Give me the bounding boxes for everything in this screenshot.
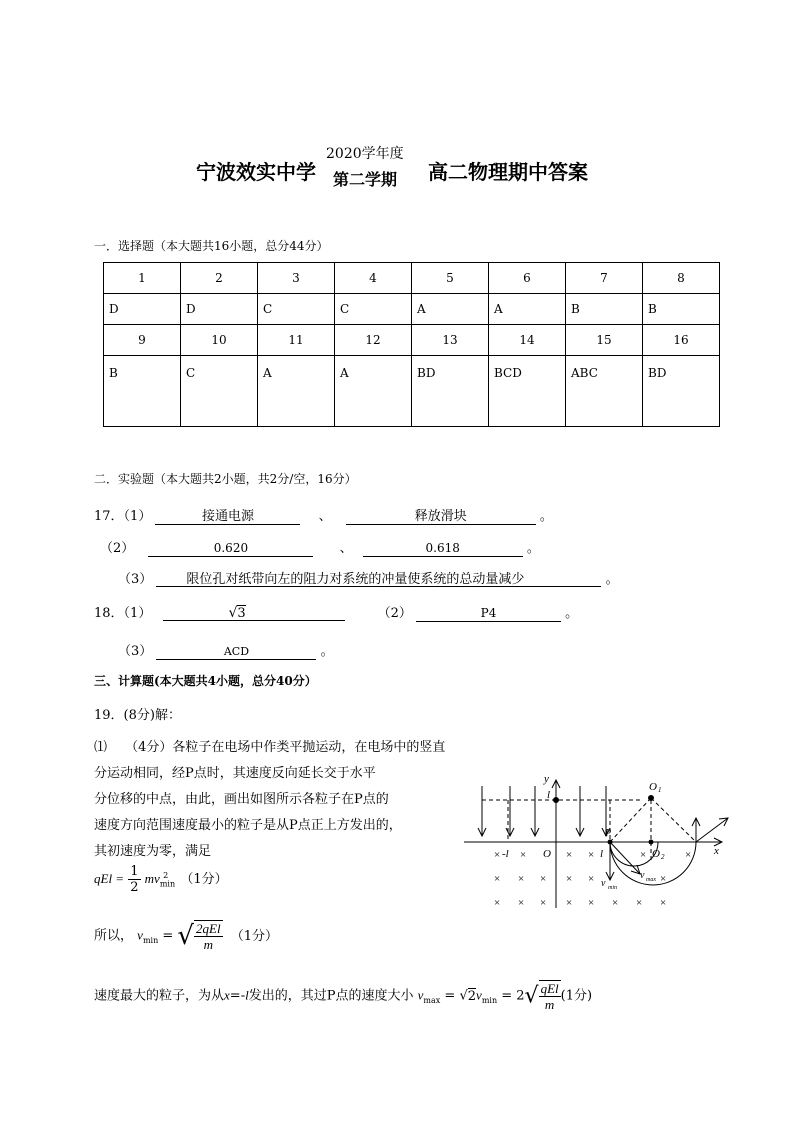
table-cell: B bbox=[643, 294, 720, 325]
q17-answer-1: 接通电源 bbox=[155, 509, 300, 525]
table-cell: 2 bbox=[181, 263, 258, 294]
q17-answer-2: 释放滑块 bbox=[346, 509, 536, 525]
q17-answer-3: 0.620 bbox=[148, 541, 313, 557]
table-cell: 10 bbox=[181, 325, 258, 356]
table-cell: B bbox=[566, 294, 643, 325]
q17-line1 bbox=[94, 505, 553, 525]
point-l bbox=[553, 797, 559, 803]
field-cross: × bbox=[588, 849, 595, 861]
period: 。 bbox=[320, 644, 334, 659]
equals: = 2 bbox=[501, 988, 525, 1004]
table-cell: BCD bbox=[489, 356, 566, 427]
table-cell: C bbox=[335, 294, 412, 325]
subscript: min bbox=[481, 996, 498, 1006]
table-cell: A bbox=[335, 356, 412, 427]
table-cell: 15 bbox=[566, 325, 643, 356]
eq-lhs: qEl = bbox=[94, 871, 125, 886]
neg-l-label: -l bbox=[502, 848, 509, 860]
title-school: 宁波效实中学 bbox=[196, 160, 316, 184]
equals: = bbox=[162, 928, 174, 944]
sqrt-sign: √ bbox=[177, 921, 194, 951]
eq-var: v bbox=[137, 927, 143, 943]
vmax-label: v bbox=[640, 870, 645, 881]
score: (1分) bbox=[560, 988, 593, 1004]
vmin-subscript: min bbox=[608, 885, 617, 891]
subscript: min bbox=[142, 936, 159, 946]
q19-heading: 19．(8分)解： bbox=[94, 708, 181, 723]
field-cross: × bbox=[588, 897, 595, 909]
table-row bbox=[104, 325, 720, 356]
title-term: 第二学期 bbox=[333, 170, 398, 189]
q17-label: 17．（1） bbox=[94, 509, 152, 524]
O2-subscript: 2 bbox=[661, 853, 665, 861]
table-cell: C bbox=[181, 356, 258, 427]
answer-table bbox=[103, 262, 720, 427]
sqrt-radicand: 3 bbox=[237, 606, 246, 621]
table-cell: D bbox=[181, 294, 258, 325]
table-cell: 4 bbox=[335, 263, 412, 294]
table-cell: 9 bbox=[104, 325, 181, 356]
sqrt-sign: √ bbox=[524, 983, 539, 1009]
table-cell: 12 bbox=[335, 325, 412, 356]
q18-answer-3: ACD bbox=[156, 644, 316, 660]
l-label: l bbox=[547, 789, 551, 801]
separator: 、 bbox=[339, 541, 353, 556]
paragraph-line bbox=[94, 736, 445, 755]
table-row bbox=[104, 356, 720, 427]
table-cell: BD bbox=[412, 356, 489, 427]
field-cross: × bbox=[540, 897, 547, 909]
sqrt-radicand: 2 bbox=[467, 988, 477, 1004]
field-cross: × bbox=[520, 849, 527, 861]
period: 。 bbox=[526, 541, 540, 556]
table-cell: 6 bbox=[489, 263, 566, 294]
field-cross: × bbox=[566, 849, 573, 861]
table-row bbox=[104, 263, 720, 294]
fraction-numerator: qEl bbox=[540, 981, 559, 996]
q17-2-label: （2） bbox=[100, 541, 135, 556]
table-cell: A bbox=[489, 294, 566, 325]
period: 。 bbox=[539, 509, 553, 524]
part-label: ⑴ bbox=[94, 740, 108, 755]
section3-heading: 三、计算题(本大题共4小题，总分40分） bbox=[94, 674, 317, 688]
field-cross: × bbox=[588, 873, 595, 885]
superscript: 2 bbox=[163, 870, 169, 880]
point-P bbox=[608, 840, 613, 845]
var-v: v bbox=[417, 987, 424, 1003]
title-year: 2020学年度 bbox=[326, 146, 404, 162]
dashed-line bbox=[610, 798, 651, 842]
field-cross: × bbox=[494, 873, 501, 885]
fraction-denominator: m bbox=[544, 997, 555, 1012]
q17-answer-4: 0.618 bbox=[363, 541, 523, 557]
fraction-numerator: 1 bbox=[130, 864, 139, 879]
q17-line2 bbox=[100, 537, 540, 557]
q17-3-label: （3） bbox=[118, 572, 153, 587]
final-line bbox=[94, 980, 592, 1012]
var-x: x bbox=[224, 987, 230, 1003]
score: （1分） bbox=[180, 872, 228, 887]
section1-heading: 一．选择题（本大题共16小题，总分44分） bbox=[94, 239, 329, 253]
O1-label: O bbox=[649, 781, 657, 793]
title-rest: 高二物理期中答案 bbox=[428, 160, 588, 184]
period: 。 bbox=[605, 572, 619, 587]
eq-prefix: 所以， bbox=[94, 928, 134, 944]
eq-fraction bbox=[128, 864, 140, 895]
table-cell: 3 bbox=[258, 263, 335, 294]
vmax-subscript: max bbox=[646, 877, 656, 883]
equation-2 bbox=[94, 920, 278, 952]
paragraph-line: 速度方向范围速度最小的粒子是从P点正上方发出的， bbox=[94, 818, 402, 833]
table-cell: ABC bbox=[566, 356, 643, 427]
table-cell: D bbox=[104, 294, 181, 325]
field-cross: × bbox=[612, 897, 619, 909]
P-label: P bbox=[605, 828, 612, 839]
fraction-denominator: m bbox=[203, 937, 213, 952]
vmax-arrow bbox=[610, 842, 640, 874]
point-O2 bbox=[649, 840, 654, 845]
table-cell: A bbox=[412, 294, 489, 325]
field-cross: × bbox=[494, 849, 501, 861]
physics-diagram bbox=[460, 770, 735, 915]
text: =- bbox=[229, 988, 246, 1004]
field-cross: × bbox=[660, 873, 667, 885]
sqrt-fraction bbox=[539, 980, 561, 1012]
section2-heading: 二．实验题（本大题共2小题，共2分/空，16分） bbox=[94, 472, 357, 486]
table-row bbox=[104, 294, 720, 325]
pos-l-label: l bbox=[600, 848, 604, 860]
q18-answer-2: P4 bbox=[416, 606, 561, 622]
q18-line1 bbox=[94, 602, 578, 622]
paragraph-text: （4分）各粒子在电场中作类平抛运动，在电场中的竖直 bbox=[125, 740, 446, 755]
q18-line2 bbox=[118, 640, 334, 660]
dashed-line bbox=[651, 798, 696, 842]
table-cell: 14 bbox=[489, 325, 566, 356]
table-cell: 7 bbox=[566, 263, 643, 294]
q18-label: 18．（1） bbox=[94, 606, 152, 621]
separator: 、 bbox=[318, 509, 332, 524]
field-cross: × bbox=[518, 873, 525, 885]
equals: = bbox=[444, 988, 456, 1004]
paragraph-line: 分位移的中点，由此，画出如图所示各粒子在P点的 bbox=[94, 792, 389, 807]
O1-subscript: 1 bbox=[658, 786, 662, 794]
field-cross: × bbox=[640, 849, 647, 861]
q18-answer-1: √3 bbox=[163, 606, 345, 621]
O-label: O bbox=[543, 848, 551, 860]
q17-line3 bbox=[118, 568, 619, 587]
field-cross: × bbox=[494, 897, 501, 909]
paragraph-line: 分运动相同，经P点时，其速度反向延长交于水平 bbox=[94, 766, 376, 781]
y-label: y bbox=[544, 773, 549, 785]
field-cross: × bbox=[518, 897, 525, 909]
sqrt-sign: √ bbox=[459, 988, 468, 1004]
period: 。 bbox=[565, 606, 579, 621]
equation-1 bbox=[94, 864, 228, 895]
O2-label: O bbox=[652, 848, 660, 860]
table-cell: BD bbox=[643, 356, 720, 427]
field-cross: × bbox=[636, 897, 643, 909]
subscript: max bbox=[423, 996, 441, 1006]
table-cell: A bbox=[258, 356, 335, 427]
sqrt-fraction bbox=[194, 920, 223, 952]
var-l: l bbox=[245, 987, 249, 1003]
text: 发出的，其过P点的速度大小 bbox=[248, 988, 414, 1004]
score: （1分） bbox=[230, 928, 278, 944]
table-cell: C bbox=[258, 294, 335, 325]
fraction-denominator: 2 bbox=[130, 880, 139, 895]
subscript: min bbox=[159, 879, 176, 889]
table-cell: 8 bbox=[643, 263, 720, 294]
q17-answer-5: 限位孔对纸带向左的阻力对系统的冲量使系统的总动量减少 bbox=[156, 572, 601, 587]
field-cross: × bbox=[566, 873, 573, 885]
table-cell: 11 bbox=[258, 325, 335, 356]
point-O1 bbox=[648, 795, 654, 801]
paragraph-line: 其初速度为零，满足 bbox=[94, 844, 212, 859]
vmin-label: v bbox=[601, 878, 606, 889]
field-cross: × bbox=[685, 849, 692, 861]
exit-arrow bbox=[696, 818, 728, 842]
text: 速度最大的粒子，为从 bbox=[94, 988, 225, 1004]
table-cell: B bbox=[104, 356, 181, 427]
table-cell: 5 bbox=[412, 263, 489, 294]
q18-3-label: （3） bbox=[118, 644, 153, 659]
field-cross: × bbox=[660, 897, 667, 909]
var-v: v bbox=[476, 987, 482, 1003]
x-label: x bbox=[714, 845, 719, 857]
field-cross: × bbox=[540, 873, 547, 885]
field-cross: × bbox=[566, 897, 573, 909]
q18-2-label: （2） bbox=[377, 606, 412, 621]
table-cell: 1 bbox=[104, 263, 181, 294]
fraction-numerator: 2qEl bbox=[196, 921, 221, 936]
table-cell: 13 bbox=[412, 325, 489, 356]
table-cell: 16 bbox=[643, 325, 720, 356]
eq-rhs: mv bbox=[144, 871, 160, 886]
